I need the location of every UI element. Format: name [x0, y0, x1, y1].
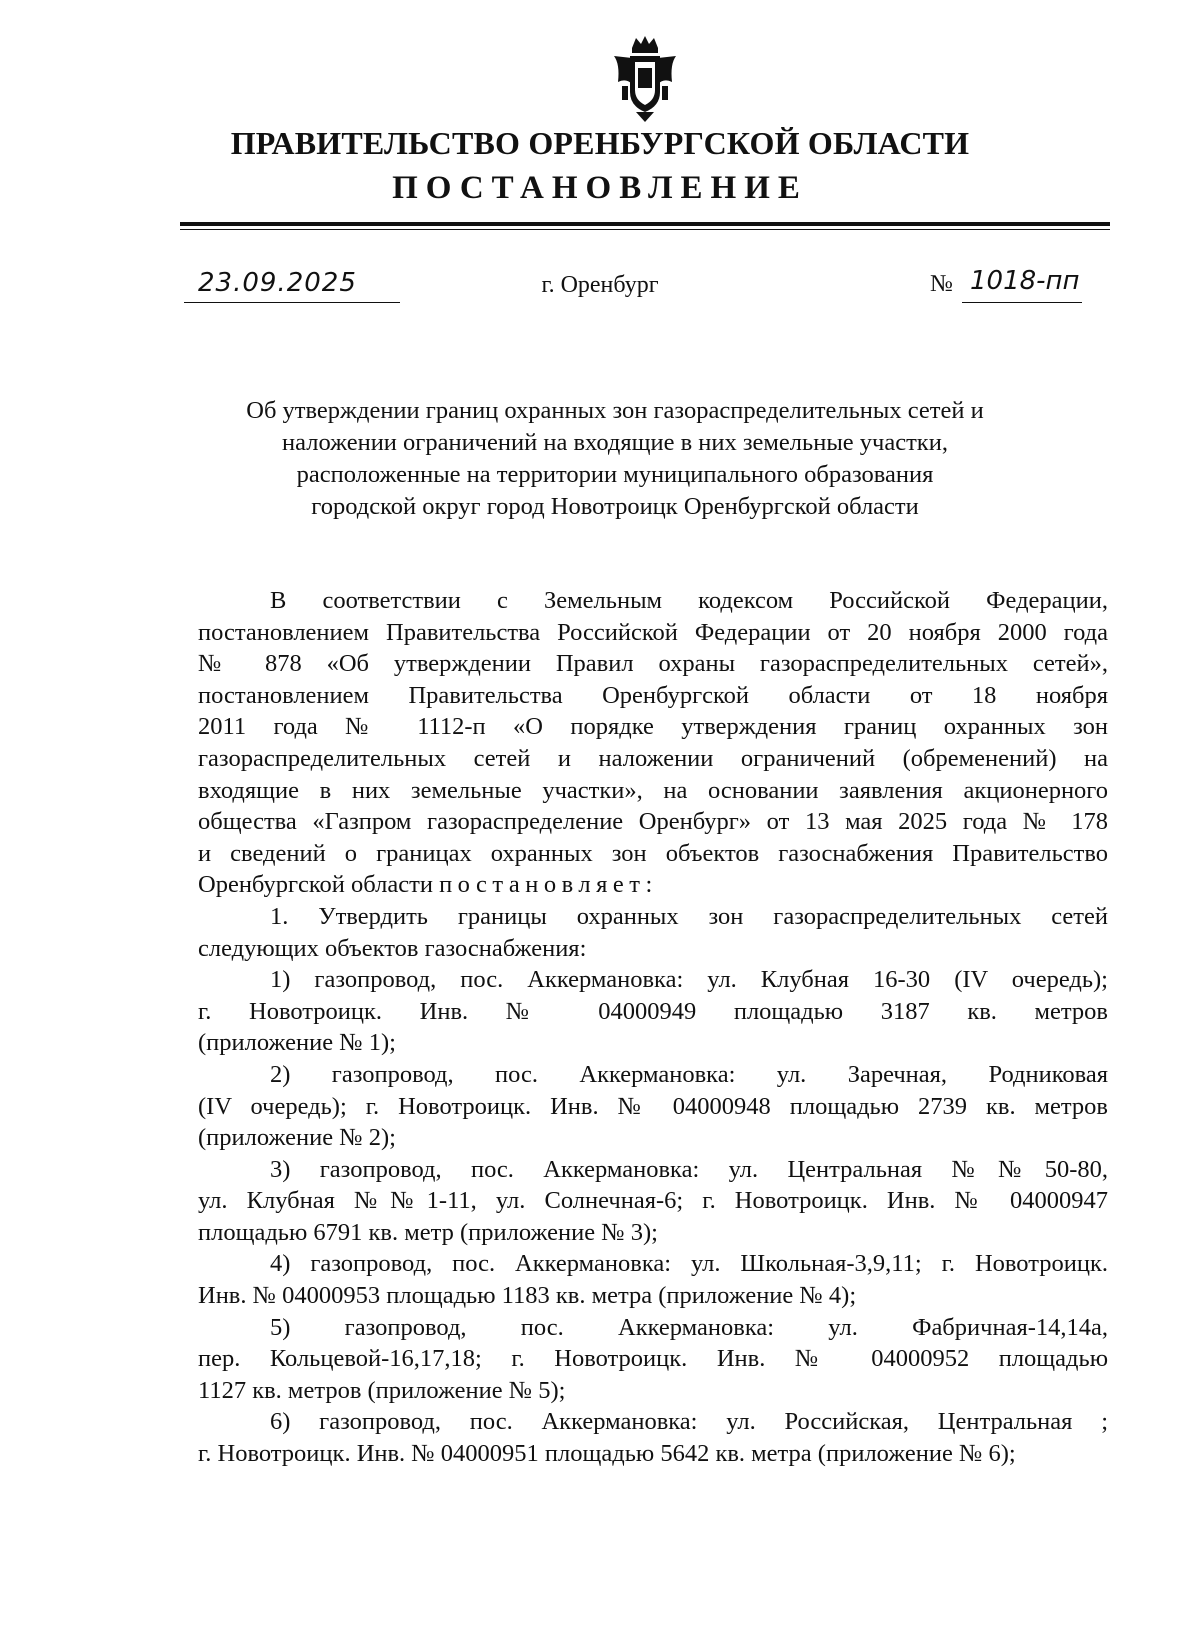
preamble-line: № 878 «Об утверждении Правил охраны газораспределительных сетей»,	[198, 650, 1108, 678]
item-line: (приложение № 1);	[198, 1029, 396, 1057]
document-type: ПОСТАНОВЛЕНИЕ	[392, 170, 808, 206]
document-body	[198, 585, 1108, 1470]
preamble-line: 2011 года № 1112-п «О порядке утверждения границ охранных зон	[198, 713, 1108, 741]
subject-line: городской округ город Новотроицк Оренбургской области	[311, 493, 919, 520]
subject-line: расположенные на территории муниципального образования	[296, 461, 934, 488]
header-divider-thin	[180, 229, 1110, 230]
item-line: 1) газопровод, пос. Аккермановка: ул. Клубная 16-30 (IV очередь);	[270, 966, 1108, 994]
item-line: площадью 6791 кв. метр (приложение № 3);	[198, 1218, 658, 1246]
government-name: ПРАВИТЕЛЬСТВО ОРЕНБУРГСКОЙ ОБЛАСТИ	[230, 125, 970, 161]
header-divider-thick	[180, 222, 1110, 226]
document-city: г. Оренбург	[541, 272, 659, 298]
document-number: 1018-пп	[970, 266, 1080, 296]
subject-line: наложении ограничений на входящие в них земельные участки,	[282, 429, 948, 456]
preamble-line: входящие в них земельные участки», на основании заявления акционерного	[198, 776, 1108, 804]
date-underline	[184, 302, 400, 303]
item-line: 4) газопровод, пос. Аккермановка: ул. Школьная-3,9,11; г. Новотроицк.	[270, 1250, 1108, 1278]
preamble-line: постановлением Правительства Российской Федерации от 20 ноября 2000 года	[198, 618, 1108, 646]
number-sign: №	[930, 271, 953, 297]
clause-line: следующих объектов газоснабжения:	[198, 934, 587, 962]
coat-of-arms-icon	[610, 34, 680, 122]
item-line: пер. Кольцевой-16,17,18; г. Новотроицк. Инв. № 04000952 площадью	[198, 1345, 1108, 1373]
item-line: ул. Клубная №№1-11, ул. Солнечная-6; г. Новотроицк. Инв. № 04000947	[198, 1187, 1108, 1215]
preamble-line: общества «Газпром газораспределение Оренбург» от 13 мая 2025 года № 178	[198, 808, 1108, 836]
preamble-line: постановлением Правительства Оренбургской области от 18 ноября	[198, 681, 1108, 709]
preamble-line	[198, 869, 1108, 901]
item-line: 5) газопровод, пос. Аккермановка: ул. Фабричная-14,14а,	[270, 1313, 1108, 1341]
preamble-text: Оренбургской области	[198, 871, 440, 899]
item-line: (приложение № 2);	[198, 1124, 396, 1152]
subject-line: Об утверждении границ охранных зон газораспределительных сетей и	[246, 397, 984, 424]
item-line: (IV очередь); г. Новотроицк. Инв. № 04000948 площадью 2739 кв. метров	[198, 1092, 1108, 1120]
resolves-word: постановляет:	[439, 871, 658, 899]
item-line: 1127 кв. метров (приложение № 5);	[198, 1376, 566, 1404]
item-line: 2) газопровод, пос. Аккермановка: ул. Заречная, Родниковая	[270, 1060, 1108, 1088]
item-line: 3) газопровод, пос. Аккермановка: ул. Центральная №№50-80,	[270, 1155, 1108, 1183]
number-underline	[962, 302, 1082, 303]
document-date: 23.09.2025	[198, 268, 357, 298]
preamble-line: и сведений о границах охранных зон объектов газоснабжения Правительство	[198, 839, 1108, 867]
clause-line: 1. Утвердить границы охранных зон газораспределительных сетей	[270, 902, 1108, 930]
item-line: Инв. № 04000953 площадью 1183 кв. метра (приложение № 4);	[198, 1282, 857, 1310]
item-line: г. Новотроицк. Инв. № 04000951 площадью 5642 кв. метра (приложение № 6);	[198, 1440, 1016, 1468]
item-line: 6) газопровод, пос. Аккермановка: ул. Российская, Центральная ;	[270, 1408, 1108, 1436]
item-line: г. Новотроицк. Инв. № 04000949 площадью 3187 кв. метров	[198, 997, 1108, 1025]
preamble-line: газораспределительных сетей и наложении ограничений (обременений) на	[198, 744, 1108, 772]
preamble-line: В соответствии с Земельным кодексом Российской Федерации,	[270, 587, 1108, 614]
document-subject	[220, 395, 1010, 523]
